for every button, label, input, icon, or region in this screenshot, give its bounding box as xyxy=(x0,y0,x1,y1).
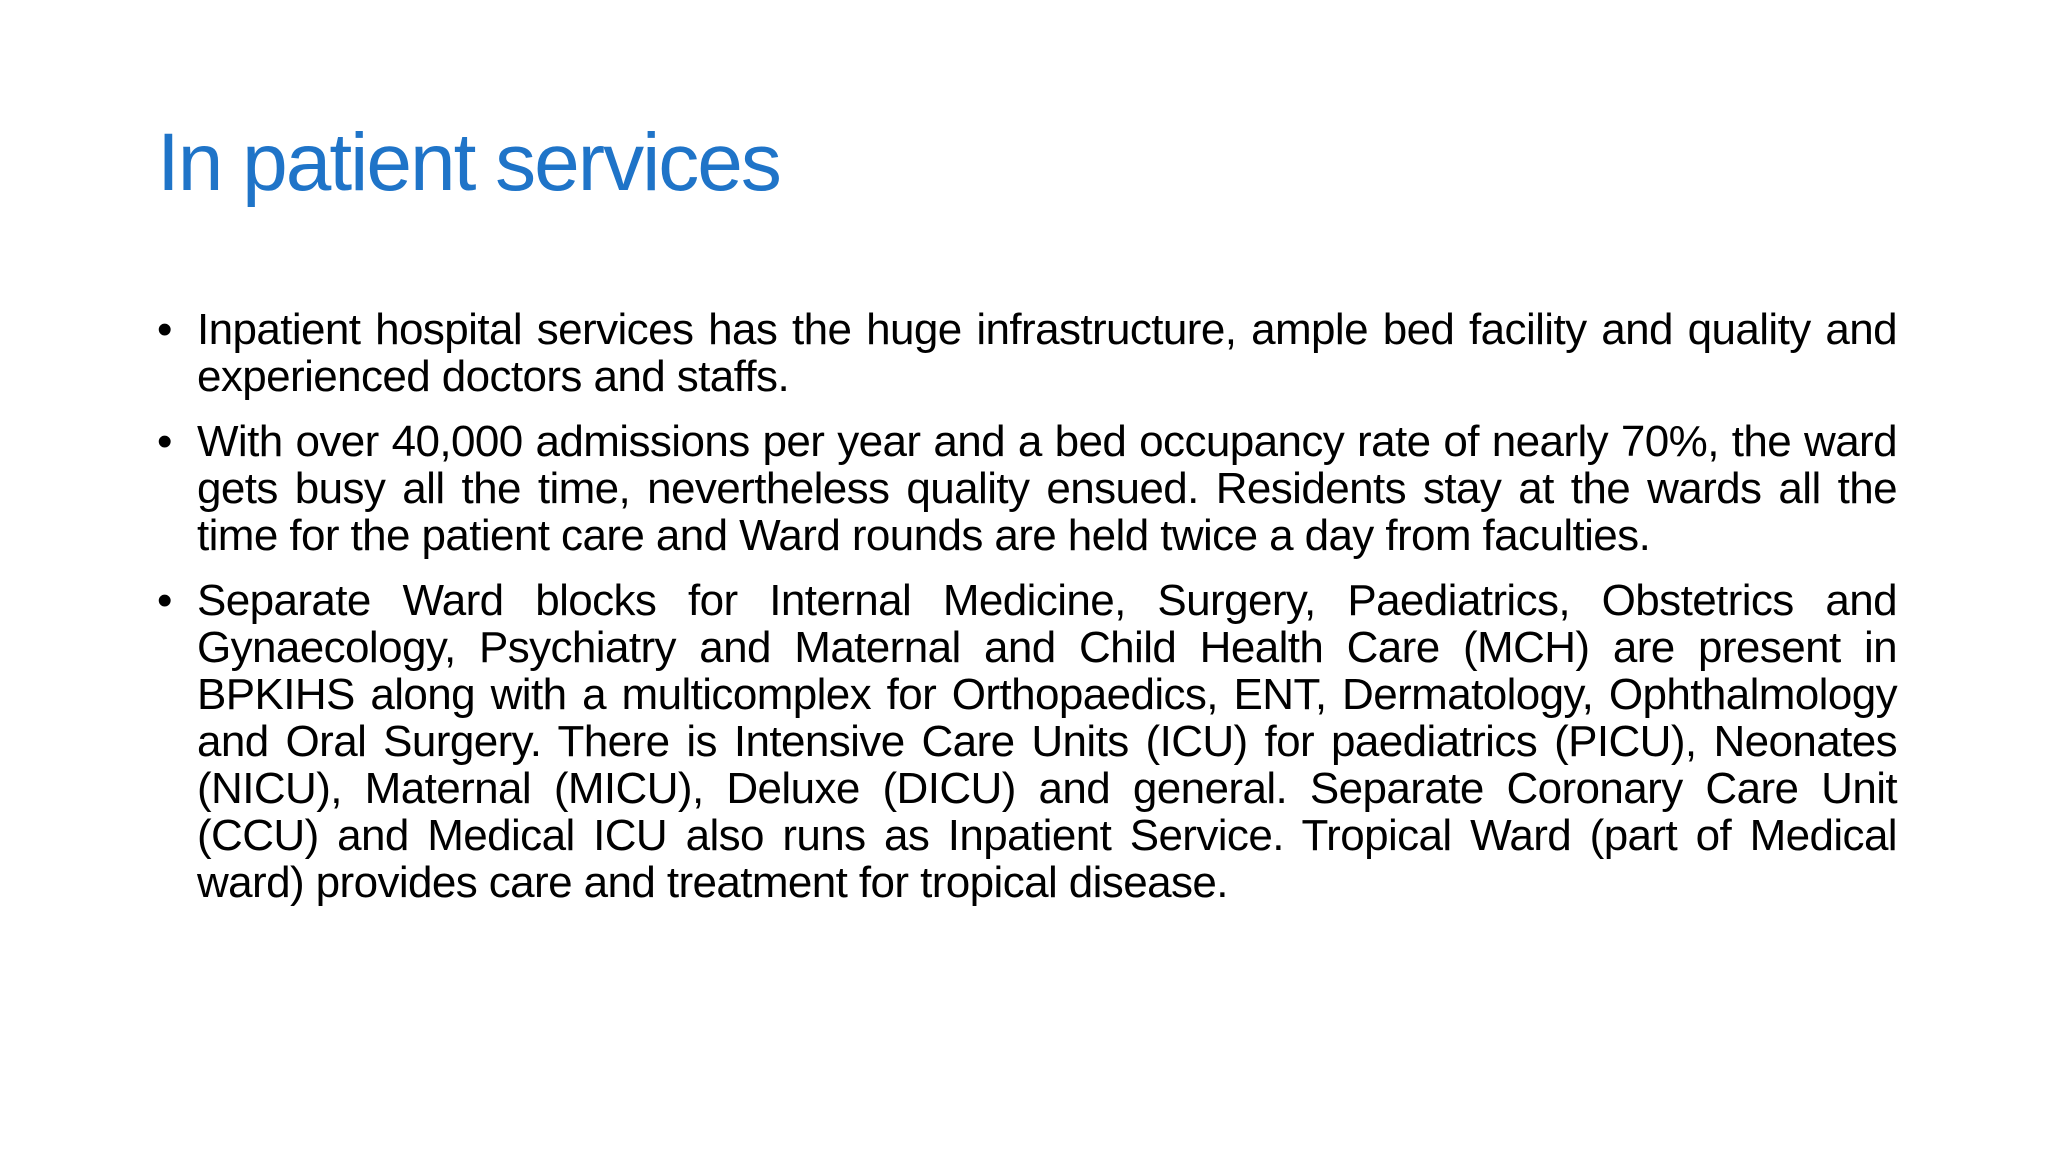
bullet-text: Inpatient hospital services has the huge infrastructure, ample bed facility and quality and experienced doctors and staffs. xyxy=(197,305,1897,401)
bullet-text: Separate Ward blocks for Internal Medicine, Surgery, Paediatrics, Obstetrics and Gynaecology, Psychiatry and Maternal and Child Health Care (MCH) are present in BPKIHS along with a multicomplex for Orthopaedics, ENT, Dermatology, Ophthalmology and Oral Surgery. There is Intensive Care Units (ICU) for paediatrics (PICU), Neonates (NICU), Maternal (MICU), Deluxe (DICU) and general. Separate Coronary Care Unit (CCU) and Medical ICU also runs as Inpatient Service. Tropical Ward (part of Medical ward) provides care and treatment for tropical disease. xyxy=(197,576,1897,907)
bullet-list xyxy=(157,306,1897,924)
bullet-item-ward-blocks xyxy=(157,577,1897,906)
bullet-item-admissions xyxy=(157,418,1897,559)
slide-title: In patient services xyxy=(157,117,780,208)
bullet-text: With over 40,000 admissions per year and a bed occupancy rate of nearly 70%, the ward gets busy all the time, nevertheless quality ensued. Residents stay at the wards all the time for the patient care and Ward rounds are held twice a day from faculties. xyxy=(197,417,1897,560)
bullet-marker: • xyxy=(157,305,172,354)
bullet-marker: • xyxy=(157,417,172,466)
bullet-item-infrastructure xyxy=(157,306,1897,400)
bullet-marker: • xyxy=(157,576,172,625)
